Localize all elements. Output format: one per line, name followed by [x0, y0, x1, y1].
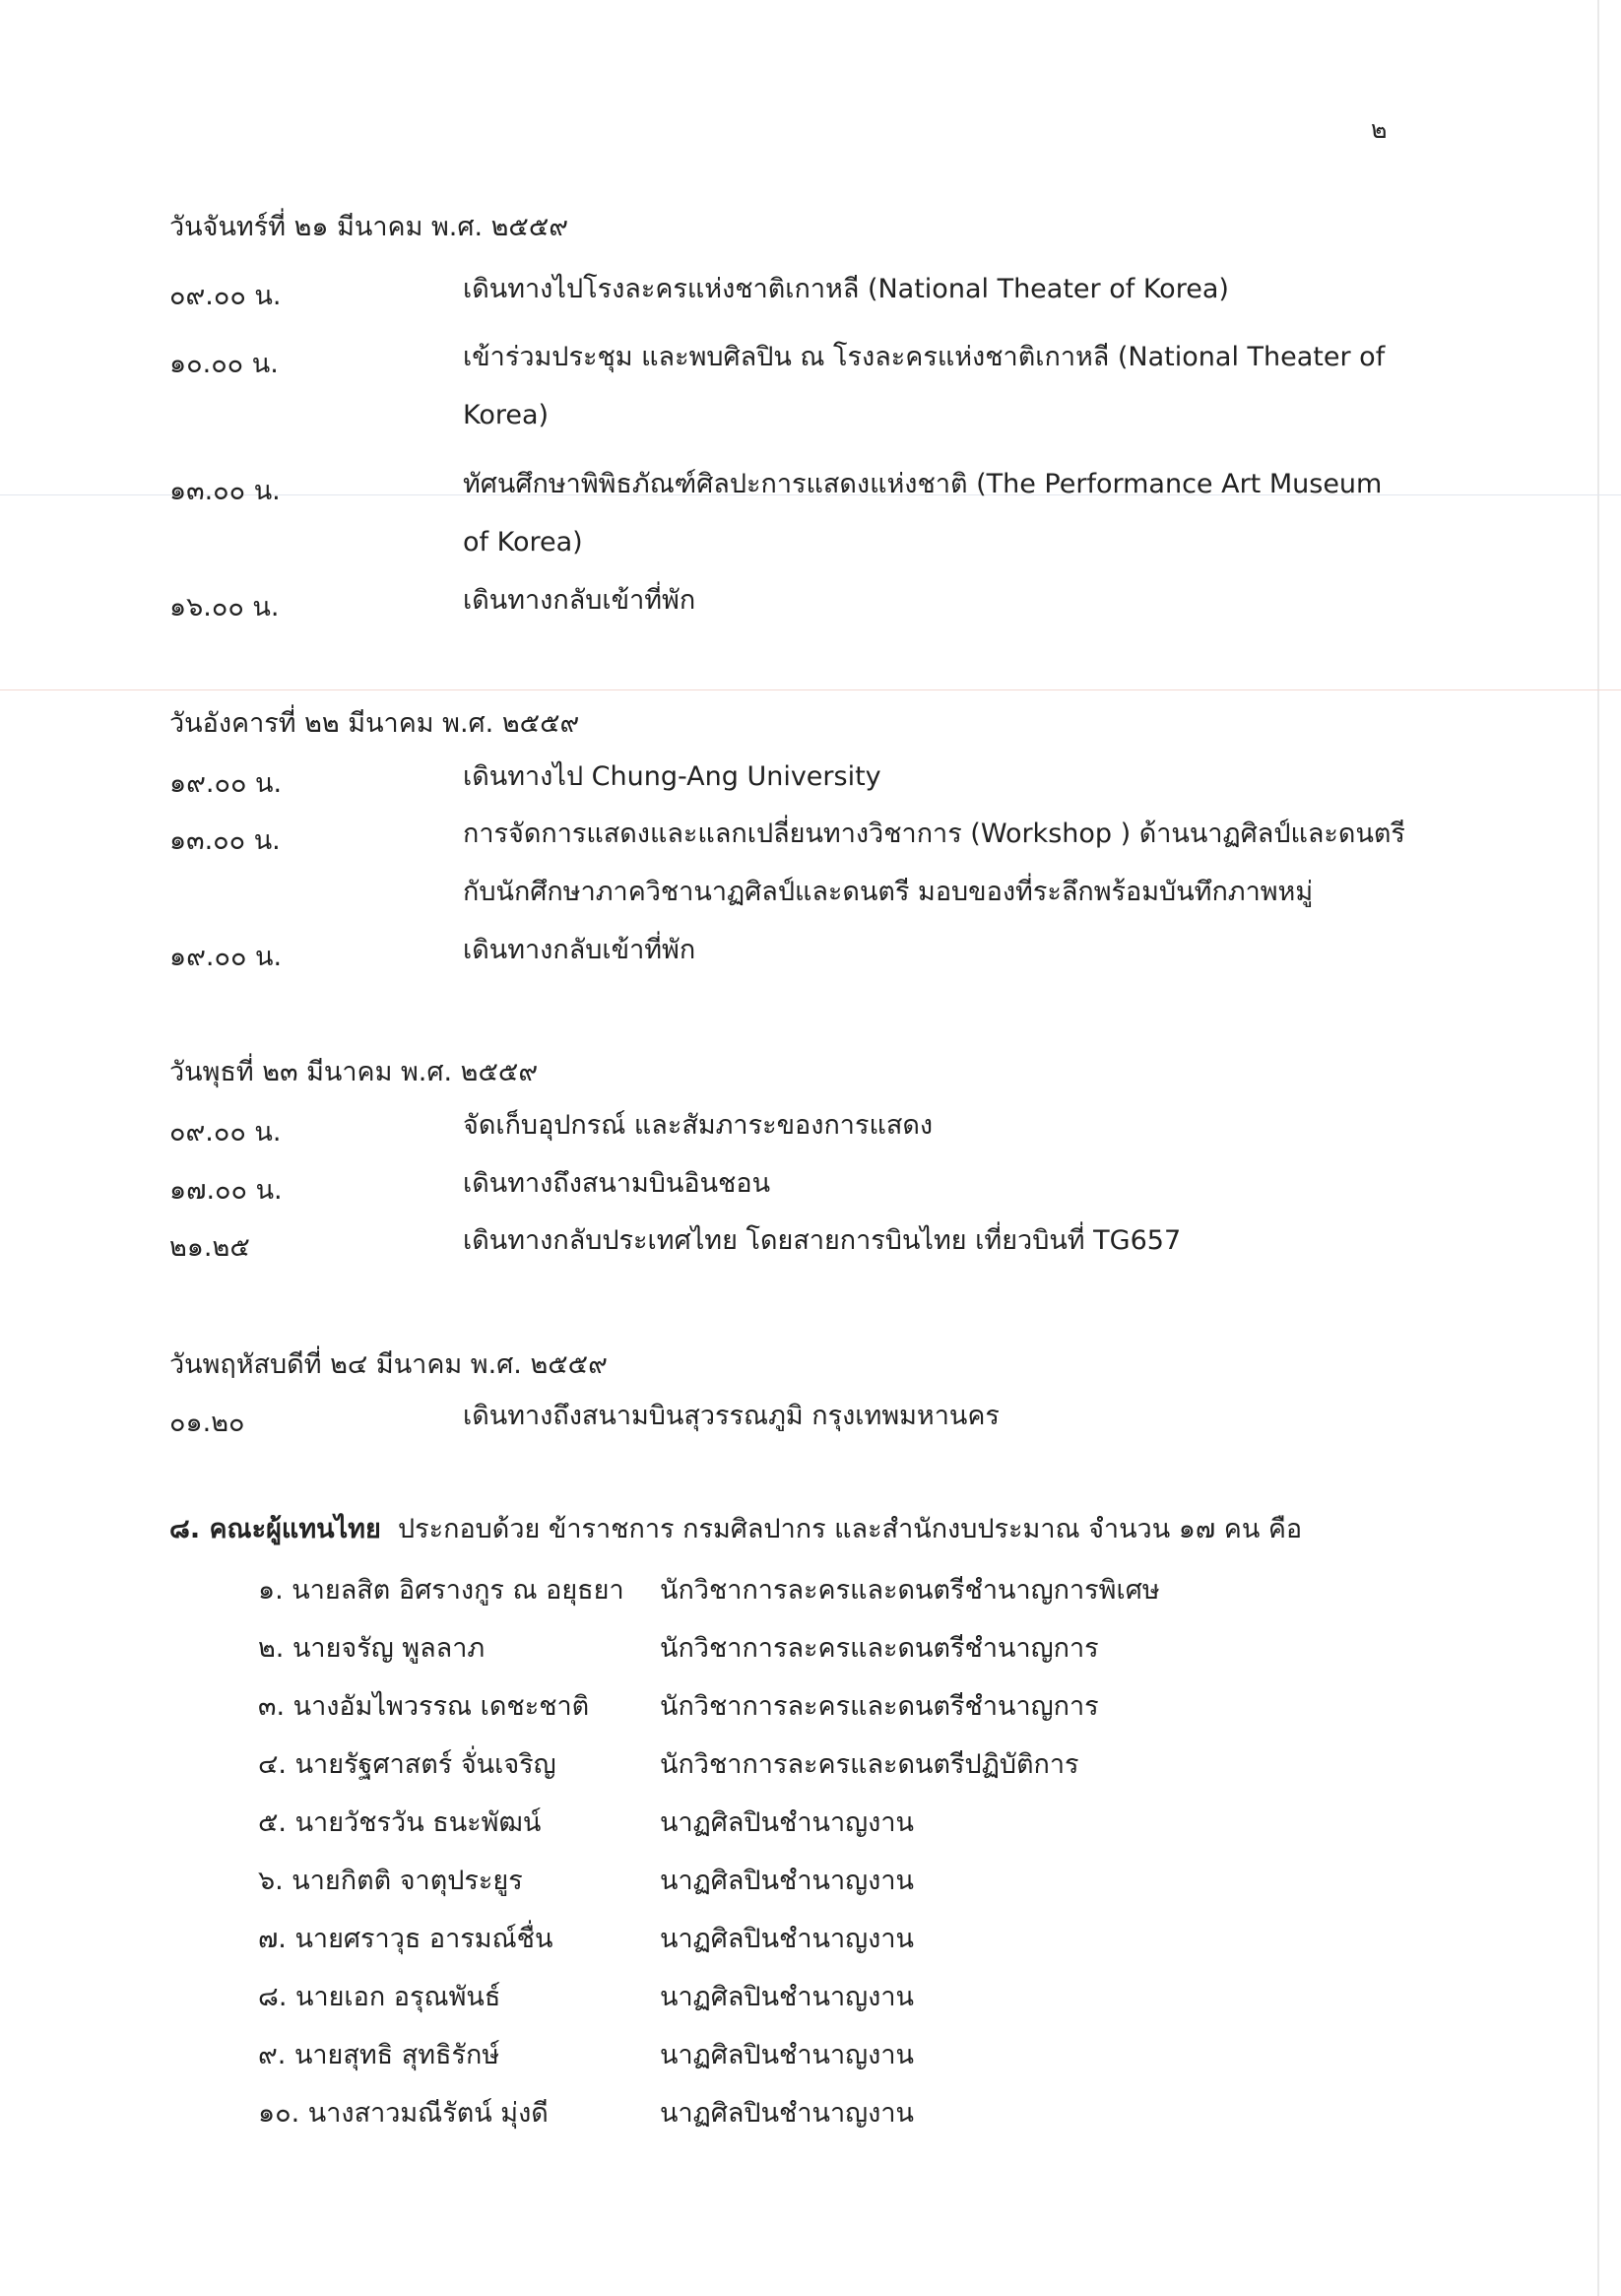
- schedule-description: เดินทางไปโรงละครแห่งชาติเกาหลี (National Theater of Korea): [463, 274, 1229, 304]
- schedule-time: ๑๓.๐๐ น.: [169, 825, 281, 856]
- member-position: นักวิชาการละครและดนตรีชำนาญการ: [660, 1691, 1099, 1722]
- schedule-time: ๑๐.๐๐ น.: [169, 349, 279, 379]
- member-position: นักวิชาการละครและดนตรีชำนาญการพิเศษ: [660, 1575, 1160, 1606]
- day-heading: วันจันทร์ที่ ๒๑ มีนาคม พ.ศ. ๒๕๕๙: [169, 212, 569, 242]
- schedule-description: เดินทางถึงสนามบินสุวรรณภูมิ กรุงเทพมหานคร: [463, 1401, 1000, 1431]
- member-name: ๑. นายลสิต อิศรางกูร ณ อยุธยา: [258, 1575, 624, 1606]
- section-text: ประกอบด้วย ข้าราชการ กรมศิลปากร และสำนักงบประมาณ จำนวน ๑๗ คน คือ: [397, 1514, 1303, 1544]
- schedule-description: เดินทางกลับเข้าที่พัก: [463, 935, 696, 965]
- schedule-time: ๑๓.๐๐ น.: [169, 476, 281, 506]
- schedule-time: ๑๗.๐๐ น.: [169, 1175, 283, 1206]
- member-name: ๒. นายจรัญ พูลลาภ: [258, 1633, 486, 1664]
- page-number: ๒: [1371, 115, 1388, 144]
- day-heading: วันพุธที่ ๒๓ มีนาคม พ.ศ. ๒๕๕๙: [169, 1057, 539, 1087]
- member-name: ๙. นายสุทธิ สุทธิรักษ์: [258, 2040, 500, 2070]
- member-position: นักวิชาการละครและดนตรีปฏิบัติการ: [660, 1749, 1079, 1780]
- member-name: ๓. นางอัมไพวรรณ เดชะชาติ: [258, 1691, 590, 1722]
- schedule-description: การจัดการแสดงและแลกเปลี่ยนทางวิชาการ (Workshop ) ด้านนาฏศิลป์และดนตรีกับนักศึกษาภาควิชานาฏศิลป์และดนตรี มอบของที่ระลึกพร้อมบันทึกภาพหมู่: [463, 819, 1405, 907]
- schedule-description: เข้าร่วมประชุม และพบศิลปิน ณ โรงละครแห่งชาติเกาหลี (National Theater of Korea): [463, 342, 1386, 430]
- member-position: นาฏศิลปินชำนาญงาน: [660, 1924, 914, 1954]
- schedule-description: เดินทางถึงสนามบินอินชอน: [463, 1168, 771, 1199]
- page-edge: [1597, 0, 1599, 2296]
- member-name: ๖. นายกิตติ จาตุประยูร: [258, 1866, 523, 1896]
- schedule-description: เดินทางไป Chung-Ang University: [463, 761, 881, 792]
- schedule-time: ๑๙.๐๐ น.: [169, 768, 283, 799]
- member-position: นาฏศิลปินชำนาญงาน: [660, 1807, 914, 1838]
- schedule-time: ๒๑.๒๕: [169, 1232, 250, 1263]
- day-heading: วันอังคารที่ ๒๒ มีนาคม พ.ศ. ๒๕๕๙: [169, 708, 580, 739]
- schedule-time: ๐๑.๒๐: [169, 1408, 245, 1438]
- day-heading: วันพฤหัสบดีที่ ๒๔ มีนาคม พ.ศ. ๒๕๕๙: [169, 1349, 608, 1380]
- member-name: ๗. นายศราวุธ อารมณ์ชื่น: [258, 1924, 553, 1954]
- section-heading: ๘. คณะผู้แทนไทย: [169, 1514, 381, 1544]
- schedule-description: จัดเก็บอุปกรณ์ และสัมภาระของการแสดง: [463, 1110, 934, 1141]
- schedule-description: เดินทางกลับเข้าที่พัก: [463, 585, 696, 616]
- member-position: นาฏศิลปินชำนาญงาน: [660, 2040, 914, 2070]
- schedule-description: ทัศนศึกษาพิพิธภัณฑ์ศิลปะการแสดงแห่งชาติ (The Performance Art Museum of Korea): [463, 469, 1383, 558]
- member-name: ๕. นายวัชรวัน ธนะพัฒน์: [258, 1807, 542, 1838]
- schedule-description: เดินทางกลับประเทศไทย โดยสายการบินไทย เที่ยวบินที่ TG657: [463, 1225, 1182, 1256]
- scan-line: [0, 689, 1621, 690]
- member-name: ๔. นายรัฐศาสตร์ จั่นเจริญ: [258, 1749, 556, 1780]
- schedule-time: ๐๙.๐๐ น.: [169, 1117, 282, 1148]
- schedule-time: ๑๙.๐๐ น.: [169, 942, 283, 972]
- schedule-time: ๑๖.๐๐ น.: [169, 592, 280, 623]
- member-name: ๑๐. นางสาวมณีรัตน์ มุ่งดี: [258, 2098, 549, 2129]
- member-name: ๘. นายเอก อรุณพันธ์: [258, 1982, 501, 2012]
- schedule-time: ๐๙.๐๐ น.: [169, 281, 282, 311]
- delegation-section: [169, 1507, 1302, 1549]
- member-position: นักวิชาการละครและดนตรีชำนาญการ: [660, 1633, 1099, 1664]
- member-position: นาฏศิลปินชำนาญงาน: [660, 1866, 914, 1896]
- member-position: นาฏศิลปินชำนาญงาน: [660, 2098, 914, 2129]
- member-position: นาฏศิลปินชำนาญงาน: [660, 1982, 914, 2012]
